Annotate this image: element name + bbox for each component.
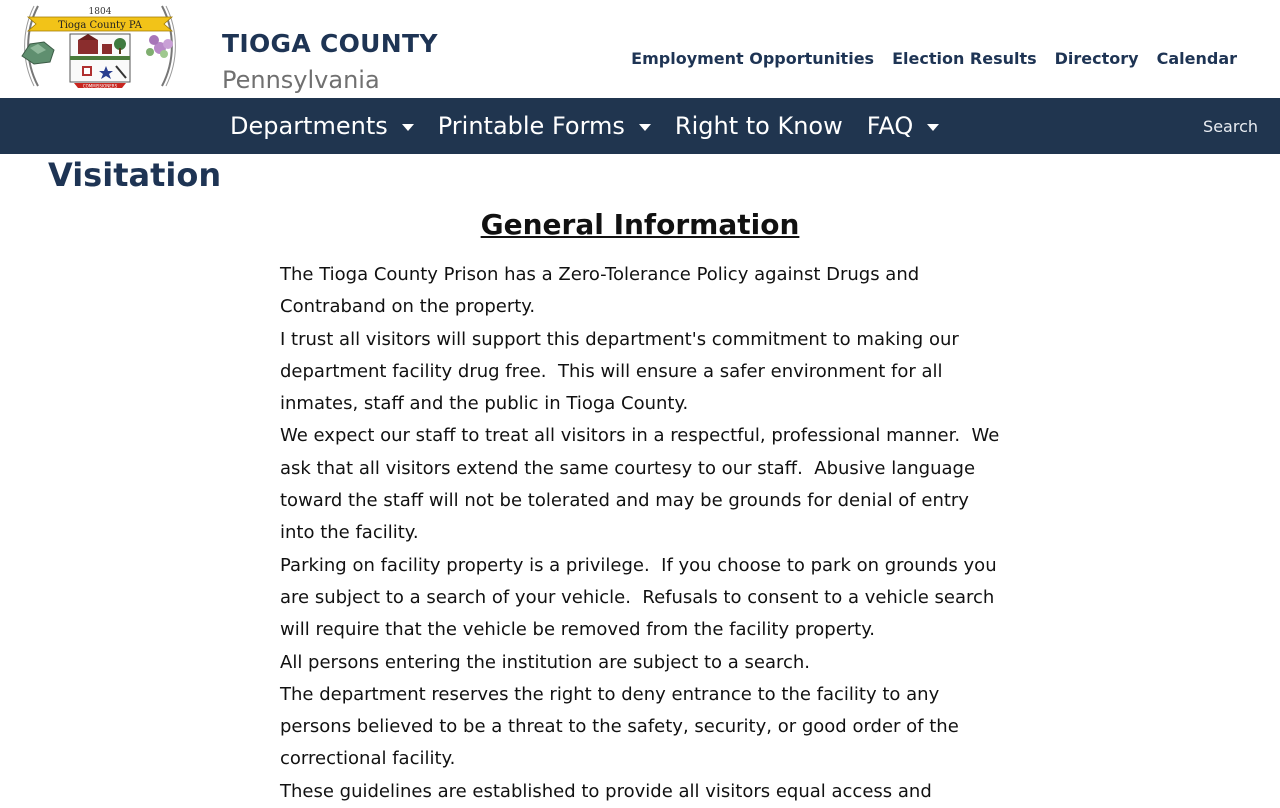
site-header <box>0 0 1280 98</box>
text-line: These guidelines are established to provide all visitors equal access and <box>280 780 932 802</box>
logo-year: 1804 <box>88 7 112 17</box>
logo-banner-text: Tioga County PA <box>58 20 142 31</box>
county-seal-graphic <box>8 4 192 88</box>
text-line: persons believed to be a threat to the safety, security, or good order of the <box>280 716 959 738</box>
text-line: correctional facility. <box>280 748 456 770</box>
text-line: department facility drug free. This will ensure a safer environment for all <box>280 360 943 382</box>
site-title[interactable]: TIOGA COUNTY <box>222 29 438 58</box>
policy-text <box>280 259 1025 808</box>
nav-item-label: FAQ <box>866 112 914 140</box>
county-seal-logo[interactable] <box>8 4 192 88</box>
caret-down-icon <box>639 124 651 131</box>
nav-items <box>218 98 951 154</box>
text-line: into the facility. <box>280 522 419 544</box>
text-line: We expect our staff to treat all visitors in a respectful, professional manner. We <box>280 425 1000 447</box>
text-line: Parking on facility property is a privilege. If you choose to park on grounds you <box>280 554 997 576</box>
search-link[interactable]: Search <box>1203 116 1258 136</box>
caret-down-icon <box>927 124 939 131</box>
text-line: The department reserves the right to deny entrance to the facility to any <box>280 683 940 705</box>
nav-item-label: Departments <box>230 112 388 140</box>
link-directory[interactable]: Directory <box>1054 49 1139 68</box>
text-line: The Tioga County Prison has a Zero-Tolerance Policy against Drugs and <box>280 264 920 285</box>
main-navbar <box>0 98 1280 154</box>
text-line: are subject to a search of your vehicle. Refusals to consent to a vehicle search <box>280 586 995 608</box>
page-title: Visitation <box>48 156 222 194</box>
nav-item-right-to-know[interactable] <box>663 98 855 154</box>
section-heading: General Information <box>480 208 800 241</box>
nav-item-printable-forms[interactable] <box>426 98 663 154</box>
nav-item-departments[interactable] <box>218 98 426 154</box>
top-links <box>631 48 1237 70</box>
logo-ribbon-text: COMMISSIONERS <box>82 83 118 88</box>
site-subtitle: Pennsylvania <box>222 66 380 94</box>
nav-item-faq[interactable] <box>855 98 952 154</box>
text-line: I trust all visitors will support this department's commitment to making our <box>280 328 959 350</box>
text-line: will require that the vehicle be removed from the facility property. <box>280 619 876 641</box>
text-line: inmates, staff and the public in Tioga County. <box>280 393 689 415</box>
caret-down-icon <box>402 124 414 131</box>
nav-item-label: Right to Know <box>674 112 843 140</box>
link-calendar[interactable]: Calendar <box>1156 49 1237 68</box>
nav-item-label: Printable Forms <box>437 112 625 140</box>
text-line: ask that all visitors extend the same courtesy to our staff. Abusive language <box>280 457 976 479</box>
text-line: Contraband on the property. <box>280 296 536 318</box>
text-line: toward the staff will not be tolerated and may be grounds for denial of entry <box>280 490 969 512</box>
text-line: All persons entering the institution are subject to a search. <box>280 651 811 673</box>
link-employment-opportunities[interactable]: Employment Opportunities <box>631 49 875 68</box>
link-election-results[interactable]: Election Results <box>892 49 1037 68</box>
